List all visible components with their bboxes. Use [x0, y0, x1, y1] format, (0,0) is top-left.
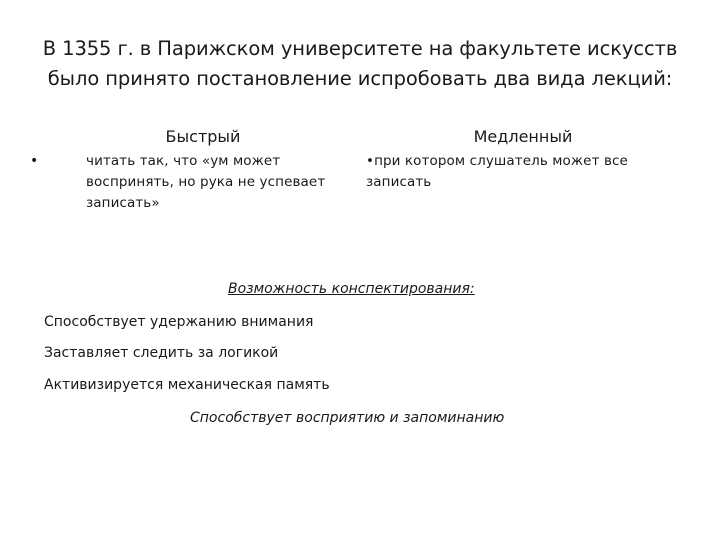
- fast-lecture-description: читать так, что «ум может воспринять, но рука не успевает записать»: [86, 153, 326, 211]
- fast-lecture-heading: Быстрый: [165, 127, 241, 146]
- note-taking-subheading: Возможность конспектирования:: [228, 281, 475, 297]
- benefit-item: Заставляет следить за логикой: [44, 345, 279, 361]
- benefit-item: Способствует удержанию внимания: [44, 314, 314, 330]
- benefit-item: Активизируется механическая память: [44, 377, 330, 393]
- slide-title: В 1355 г. в Парижском университете на факультете искусств было принято постановление испробовать два вида лекций:: [42, 37, 678, 90]
- conclusion-text: Способствует восприятию и запоминанию: [190, 410, 505, 426]
- bullet-icon: •: [30, 153, 39, 169]
- slow-lecture-heading: Медленный: [473, 127, 573, 146]
- slow-lecture-description: •при котором слушатель может все записать: [366, 153, 628, 190]
